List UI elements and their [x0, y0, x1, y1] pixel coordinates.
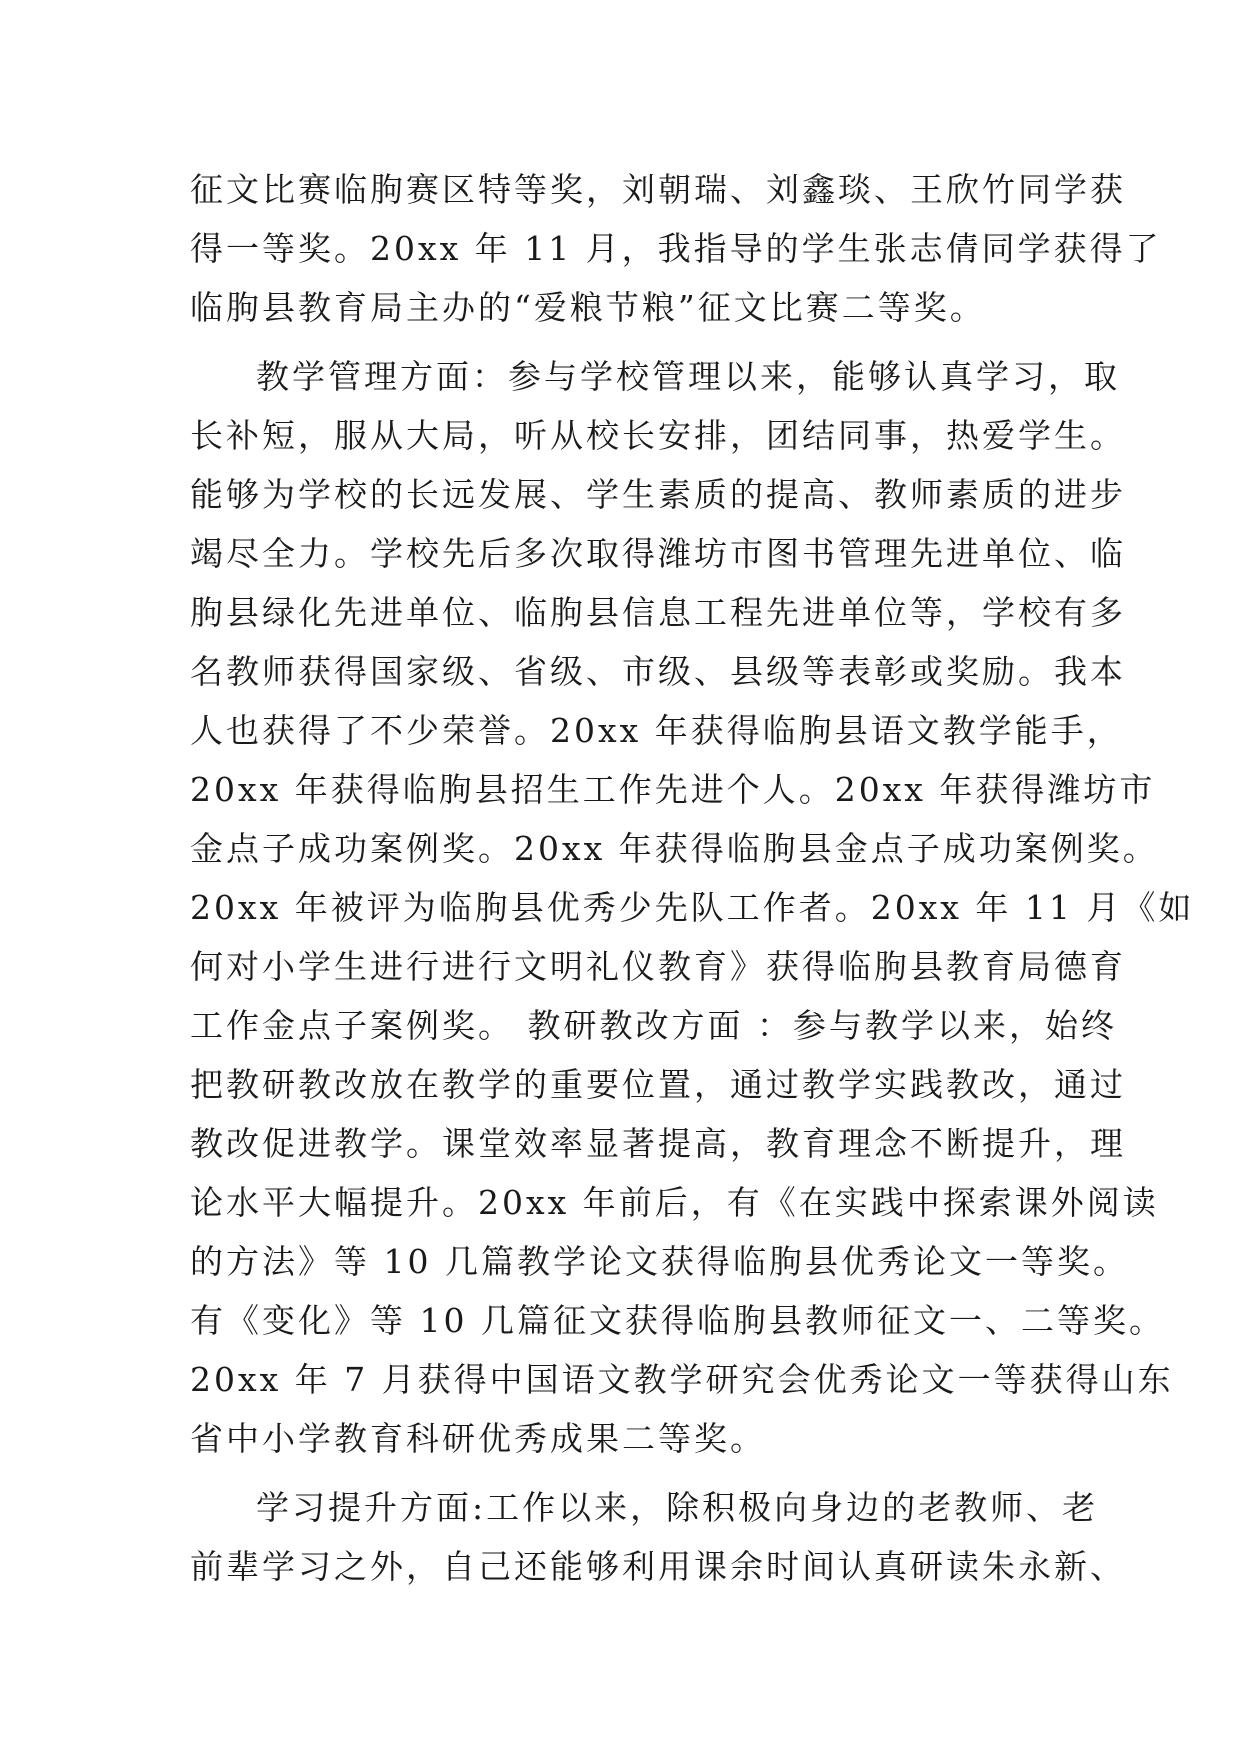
text-line: 20xx 年被评为临朐县优秀少先队工作者。20xx 年 11 月《如 — [190, 888, 1195, 927]
text-line: 得一等奖。20xx 年 11 月，我指导的学生张志倩同学获得了 — [190, 229, 1162, 268]
text-line: 20xx 年获得临朐县招生工作先进个人。20xx 年获得潍坊市 — [190, 770, 1156, 809]
text-line: 把教研教改放在教学的重要位置，通过教学实践教改，通过 — [190, 1065, 1126, 1104]
paragraph-gap — [190, 337, 1060, 347]
text-line: 名教师获得国家级、省级、市级、县级等表彰或奖励。我本 — [190, 652, 1126, 691]
text-line: 有《变化》等 10 几篇征文获得临朐县教师征文一、二等奖。 — [190, 1301, 1165, 1340]
text-line: 20xx 年 7 月获得中国语文教学研究会优秀论文一等获得山东 — [190, 1360, 1174, 1399]
text-line: 朐县绿化先进单位、临朐县信息工程先进单位等，学校有多 — [190, 593, 1126, 632]
text-line: 临朐县教育局主办的“爱粮节粮”征文比赛二等奖。 — [190, 288, 986, 327]
paragraph-1 — [190, 160, 1162, 337]
text-line: 工作金点子案例奖。 教研教改方面 ：参与教学以来，始终 — [190, 1006, 1117, 1045]
text-line: 竭尽全力。学校先后多次取得潍坊市图书管理先进单位、临 — [190, 534, 1126, 573]
text-line: 能够为学校的长远发展、学生素质的提高、教师素质的进步 — [190, 475, 1126, 514]
text-line: 的方法》等 10 几篇教学论文获得临朐县优秀论文一等奖。 — [190, 1242, 1129, 1281]
text-line: 教改促进教学。课堂效率显著提高，教育理念不断提升，理 — [190, 1124, 1126, 1163]
text-line: 金点子成功案例奖。20xx 年获得临朐县金点子成功案例奖。 — [190, 829, 1159, 868]
text-line: 人也获得了不少荣誉。20xx 年获得临朐县语文教学能手， — [190, 711, 1123, 750]
text-line: 教学管理方面：参与学校管理以来，能够认真学习，取 — [256, 357, 1120, 396]
text-line: 论水平大幅提升。20xx 年前后，有《在实践中探索课外阅读 — [190, 1183, 1159, 1222]
paragraph-2 — [190, 347, 1195, 1468]
text-line: 学习提升方面:工作以来，除积极向身边的老教师、老 — [256, 1488, 1099, 1527]
text-line: 何对小学生进行进行文明礼仪教育》获得临朐县教育局德育 — [190, 947, 1126, 986]
paragraph-gap — [190, 1468, 1060, 1478]
document-body — [190, 160, 1195, 1596]
text-line: 长补短，服从大局，听从校长安排，团结同事，热爱学生。 — [190, 416, 1126, 455]
paragraph-3 — [190, 1478, 1126, 1596]
text-line: 省中小学教育科研优秀成果二等奖。 — [190, 1419, 766, 1458]
text-line: 前辈学习之外，自己还能够利用课余时间认真研读朱永新、 — [190, 1547, 1126, 1586]
text-line: 征文比赛临朐赛区特等奖，刘朝瑞、刘鑫琰、王欣竹同学获 — [190, 170, 1126, 209]
